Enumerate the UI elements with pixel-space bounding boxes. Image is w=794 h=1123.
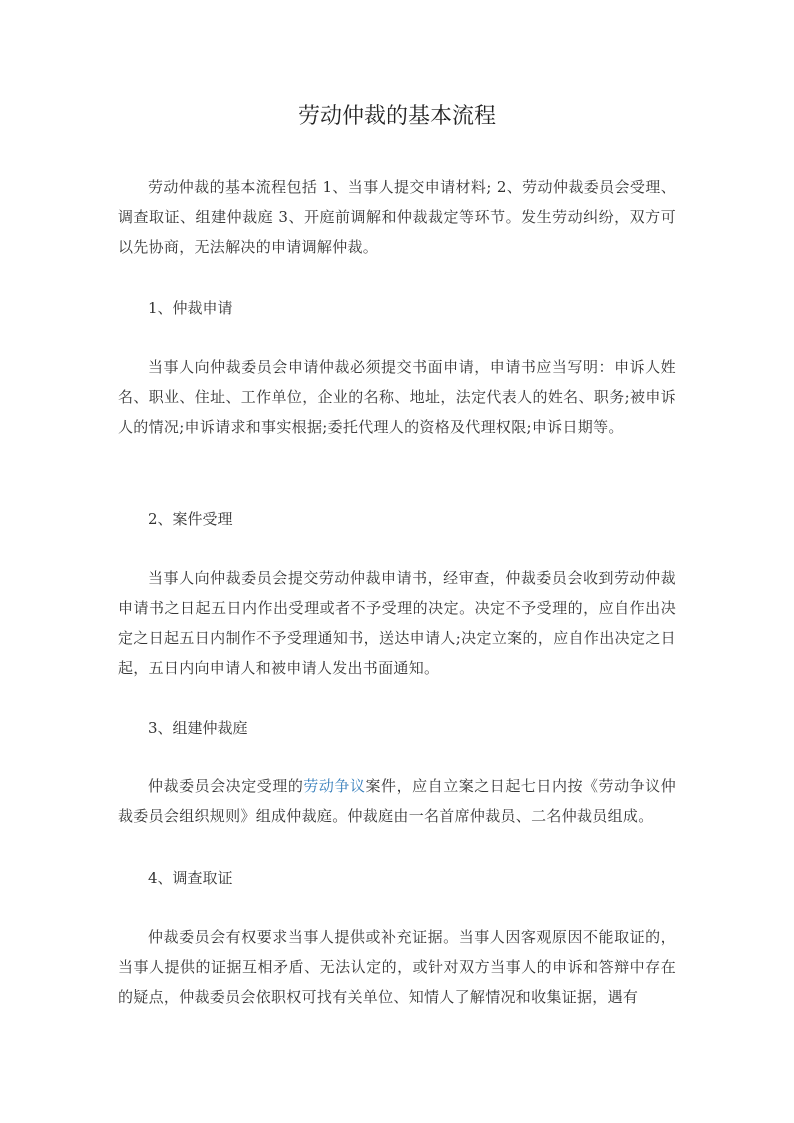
section-heading-investigation: 4、调查取证 xyxy=(148,869,233,887)
intro-paragraph: 劳动仲裁的基本流程包括 1、当事人提交申请材料; 2、劳动仲裁委员会受理、调查取证、组建仲裁庭 3、开庭前调解和仲裁裁定等环节。发生劳动纠纷，双方可以先协商，无法解决的申请调解仲裁。 xyxy=(118,178,676,256)
section-body-tribunal xyxy=(118,771,676,831)
tribunal-text-after: 案件，应自立案之日起七日内按《劳动争议仲裁委员会组织规则》组成仲裁庭。仲裁庭由一名首席仲裁员、二名仲裁员组成。 xyxy=(118,777,676,825)
section-body-application: 当事人向仲裁委员会申请仲裁必须提交书面申请，申请书应当写明：申诉人姓名、职业、住址、工作单位，企业的名称、地址，法定代表人的姓名、职务;被申诉人的情况;申诉请求和事实根据;委托代理人的资格及代理权限;申诉日期等。 xyxy=(118,358,676,436)
tribunal-text-before: 仲裁委员会决定受理的 xyxy=(148,777,304,795)
section-heading-tribunal: 3、组建仲裁庭 xyxy=(148,719,248,737)
page-title: 劳动仲裁的基本流程 xyxy=(297,104,496,129)
labor-dispute-link[interactable]: 劳动争议 xyxy=(303,777,366,795)
section-body-investigation: 仲裁委员会有权要求当事人提供或补充证据。当事人因客观原因不能取证的，当事人提供的证据互相矛盾、无法认定的，或针对双方当事人的申诉和答辩中存在的疑点，仲裁委员会依职权可找有关单位、知情人了解情况和收集证据，遇有 xyxy=(118,928,676,1006)
section-heading-application: 1、仲裁申请 xyxy=(148,299,233,317)
section-body-acceptance: 当事人向仲裁委员会提交劳动仲裁申请书，经审查，仲裁委员会收到劳动仲裁申请书之日起五日内作出受理或者不予受理的决定。决定不予受理的，应自作出决定之日起五日内制作不予受理通知书，送达申请人;决定立案的，应自作出决定之日起，五日内向申请人和被申请人发出书面通知。 xyxy=(118,569,676,677)
section-heading-acceptance: 2、案件受理 xyxy=(148,510,233,528)
